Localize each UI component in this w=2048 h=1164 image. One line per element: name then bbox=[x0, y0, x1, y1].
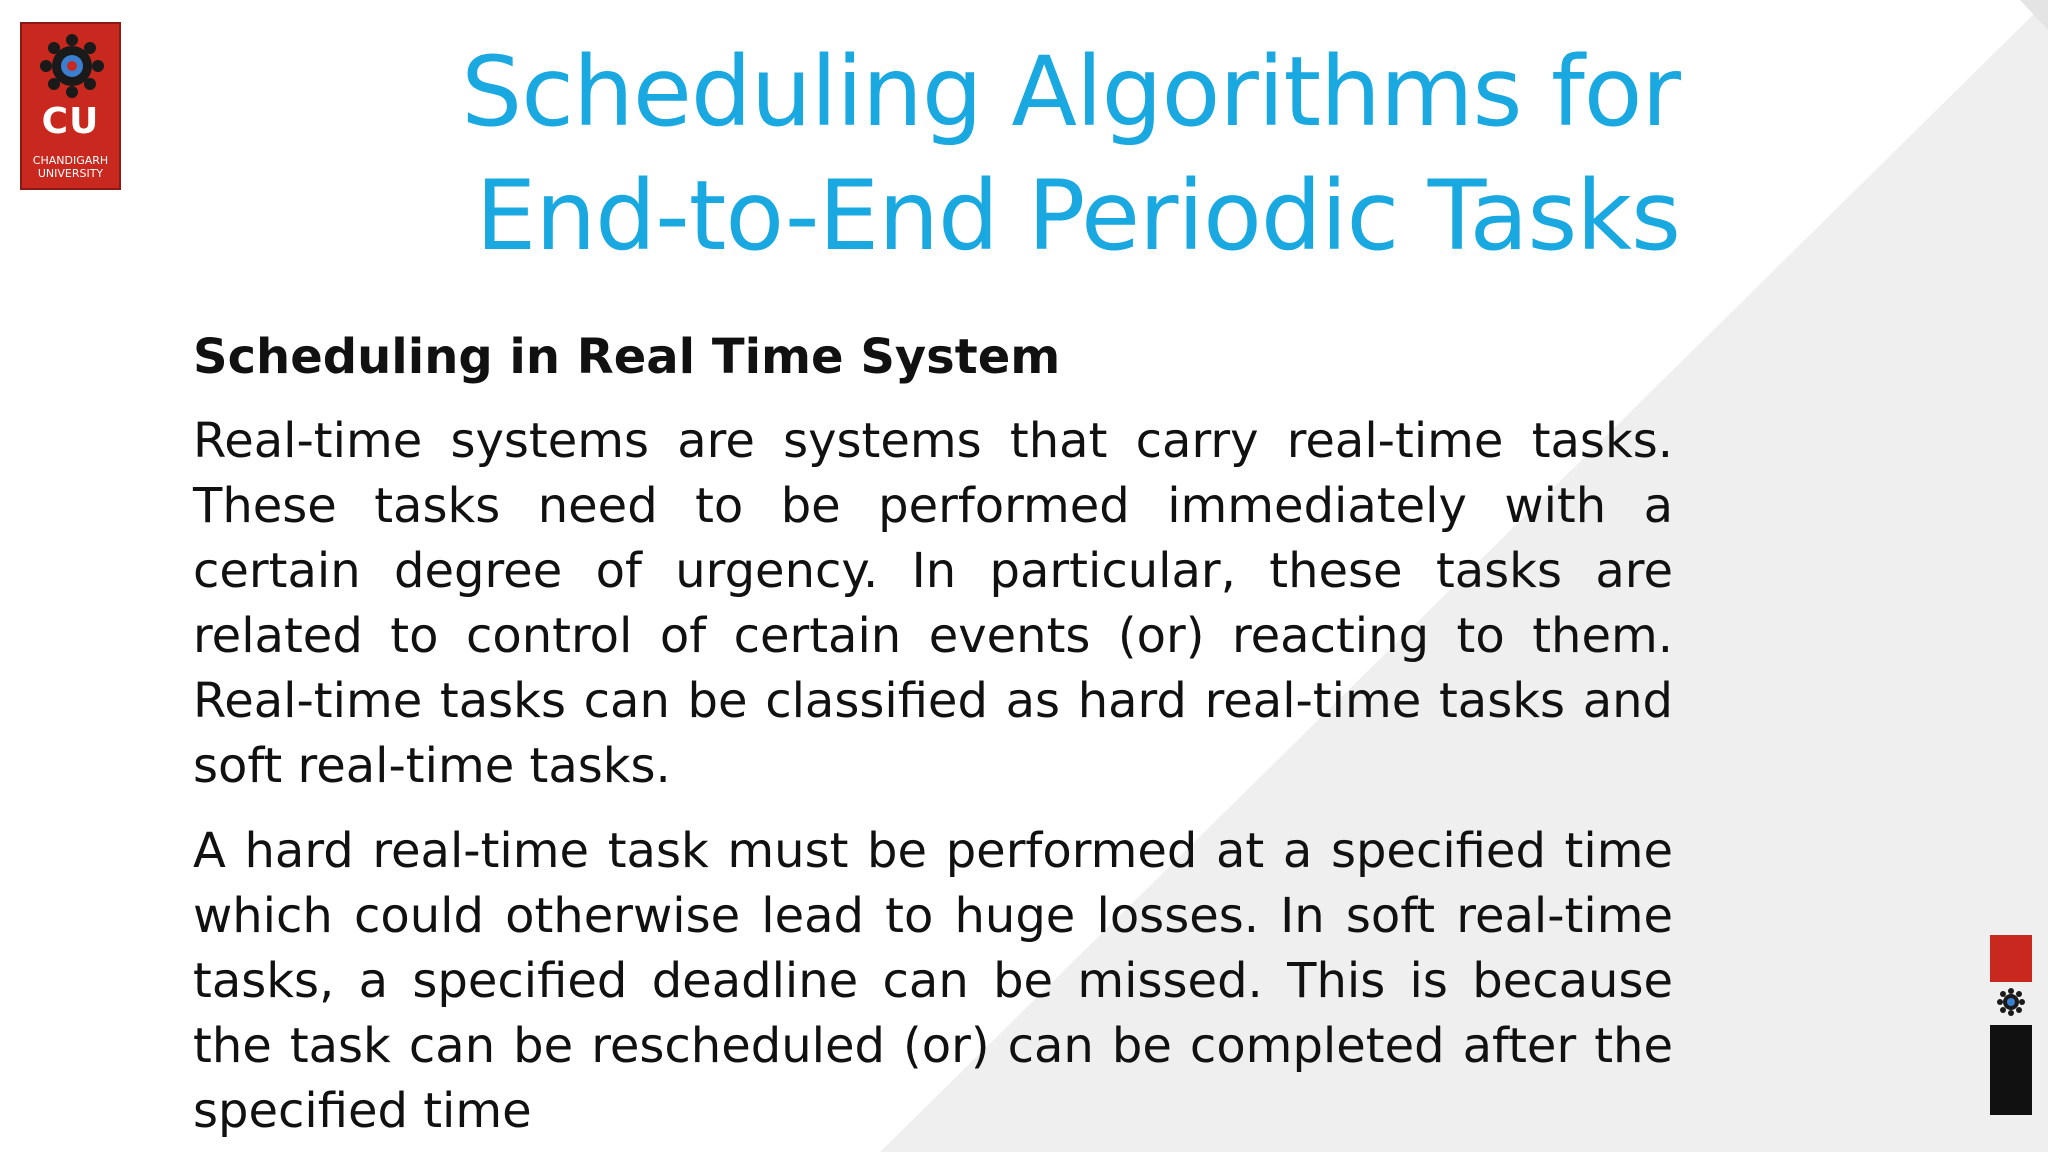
slide-content bbox=[193, 325, 1673, 1164]
corner-red-block bbox=[1990, 935, 2032, 982]
university-emblem-icon bbox=[36, 30, 108, 102]
gear-emblem-icon bbox=[1996, 987, 2026, 1017]
logo-mark: CU bbox=[41, 101, 100, 142]
paragraph-hard-soft-tasks: A hard real-time task must be performed at a specified time which could otherwise lead to huge losses. In soft real-time tasks, a specified deadline can be missed. This is because the task can be rescheduled (or) can be completed after the specified time bbox=[193, 823, 1673, 1139]
section-heading: Scheduling in Real Time System bbox=[193, 329, 1061, 385]
university-logo bbox=[20, 22, 121, 190]
logo-caption-line2: UNIVERSITY bbox=[37, 167, 104, 180]
corner-black-block bbox=[1990, 1025, 2032, 1115]
corner-brand-mark bbox=[1990, 935, 2032, 1115]
logo-caption bbox=[22, 154, 119, 180]
slide-title-line2: End-to-End Periodic Tasks bbox=[475, 160, 1680, 272]
slide-title bbox=[380, 30, 1680, 278]
logo-caption-line1: CHANDIGARH bbox=[32, 154, 109, 167]
paragraph-real-time-systems: Real-time systems are systems that carry real-time tasks. These tasks need to be performed immediately with a certain degree of urgency. In particular, these tasks are related to control of certain events (or) reacting to them. Real-time tasks can be classified as hard real-time tasks and soft real-time tasks. bbox=[193, 413, 1673, 794]
slide-title-line1: Scheduling Algorithms for bbox=[461, 36, 1680, 148]
